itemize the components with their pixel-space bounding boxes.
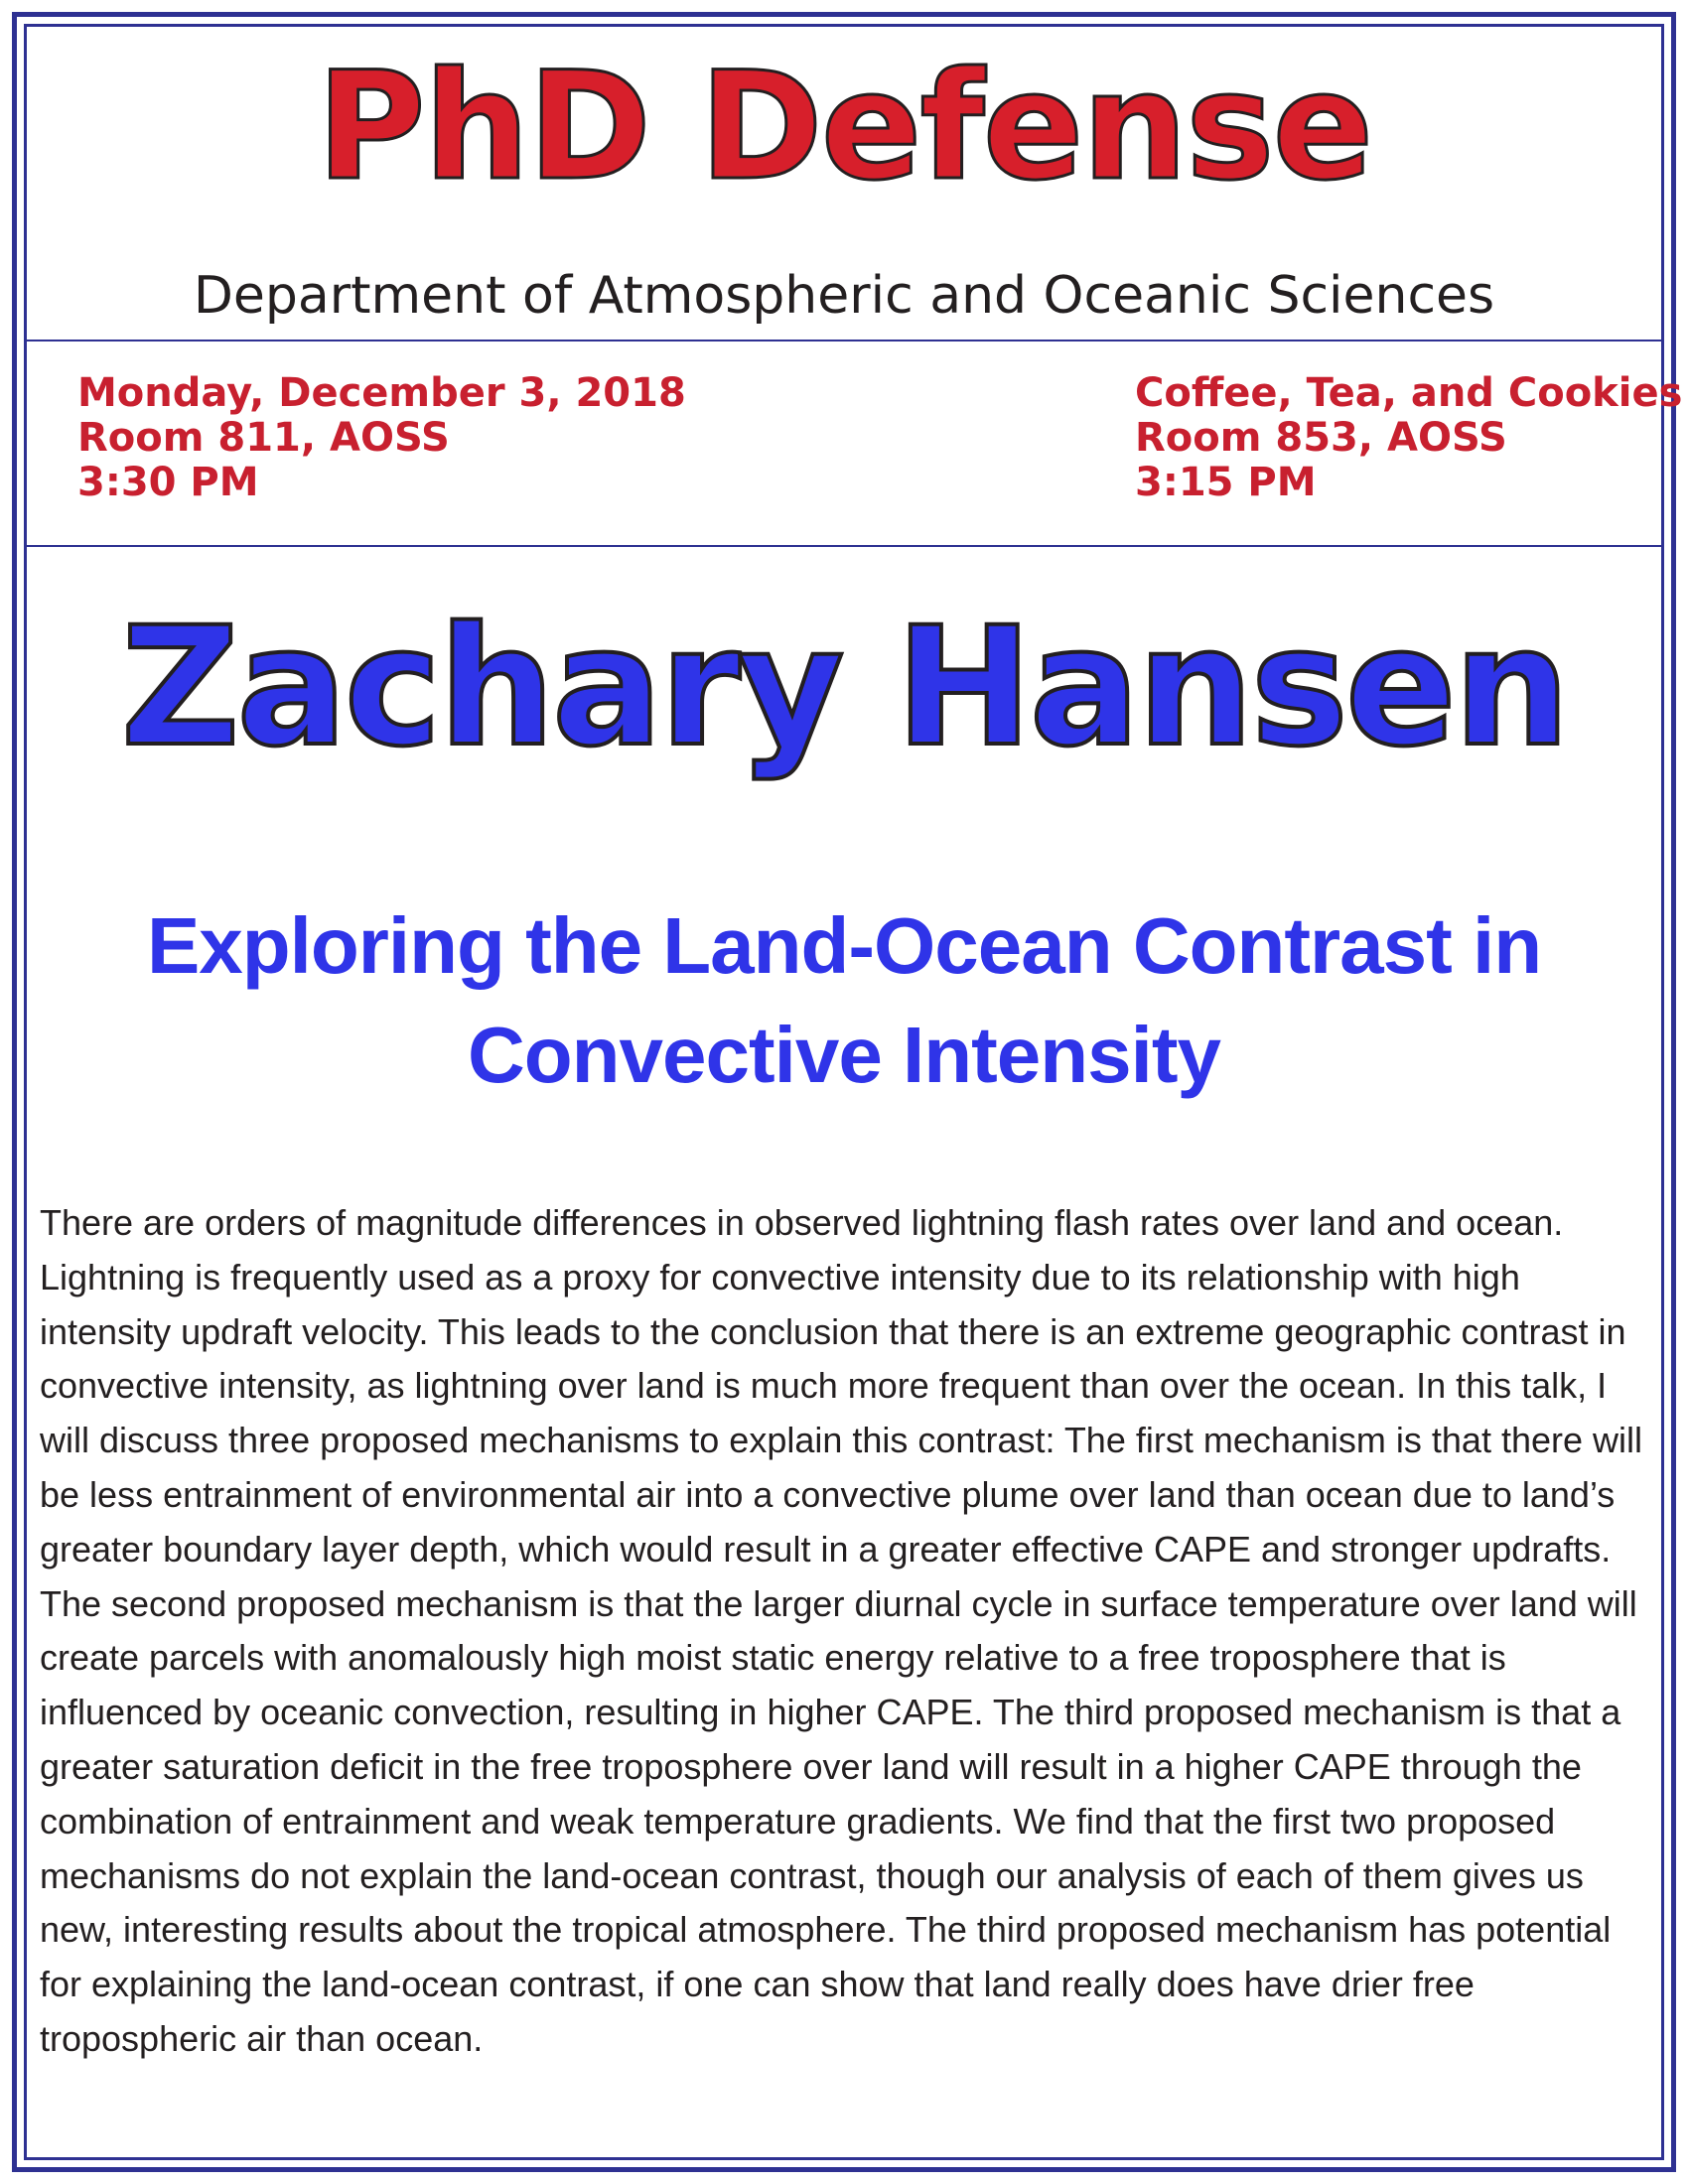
reception-room: Room 853, AOSS xyxy=(1135,415,1507,461)
event-details xyxy=(77,371,686,505)
department-name: Department of Atmospheric and Oceanic Sciences xyxy=(193,266,1495,326)
event-time: 3:30 PM xyxy=(77,460,259,505)
page-title: PhD Defense xyxy=(316,41,1372,213)
event-room: Room 811, AOSS xyxy=(77,415,450,461)
reception-details xyxy=(1135,371,1682,505)
reception-title: Coffee, Tea, and Cookies xyxy=(1135,370,1683,416)
divider-top xyxy=(27,340,1661,341)
talk-title: Exploring the Land-Ocean Contrast in Convective Intensity xyxy=(146,901,1542,1099)
event-date: Monday, December 3, 2018 xyxy=(77,370,686,416)
presenter-name: Zachary Hansen xyxy=(120,592,1568,782)
divider-middle xyxy=(27,545,1661,547)
reception-time: 3:15 PM xyxy=(1135,460,1317,505)
talk-abstract: There are orders of magnitude differences in observed lightning flash rates over land and ocean. Lightning is frequently used as a proxy for convective intensity due to its relationship with high intensity updraft velocity. This leads to the conclusion that there is an extreme geographic contrast in convective intensity, as lightning over land is much more frequent than over the ocean. In this talk, I will discuss three proposed mechanisms to explain this contrast: The first mechanism is that there will be less entrainment of environmental air into a convective plume over land than ocean due to land’s greater boundary layer depth, which would result in a greater effective CAPE and stronger updrafts. The second proposed mechanism is that the larger diurnal cycle in surface temperature over land will create parcels with anomalously high moist static energy relative to a free troposphere that is influenced by oceanic convection, resulting in higher CAPE. The third proposed mechanism is that a greater saturation deficit in the free troposphere over land will result in a higher CAPE through the combination of entrainment and weak temperature gradients. We find that the first two proposed mechanisms do not explain the land-ocean contrast, though our analysis of each of them gives us new, interesting results about the tropical atmosphere. The third proposed mechanism has potential for explaining the land-ocean contrast, if one can show that land really does have drier free tropospheric air than ocean. xyxy=(40,1202,1643,2059)
